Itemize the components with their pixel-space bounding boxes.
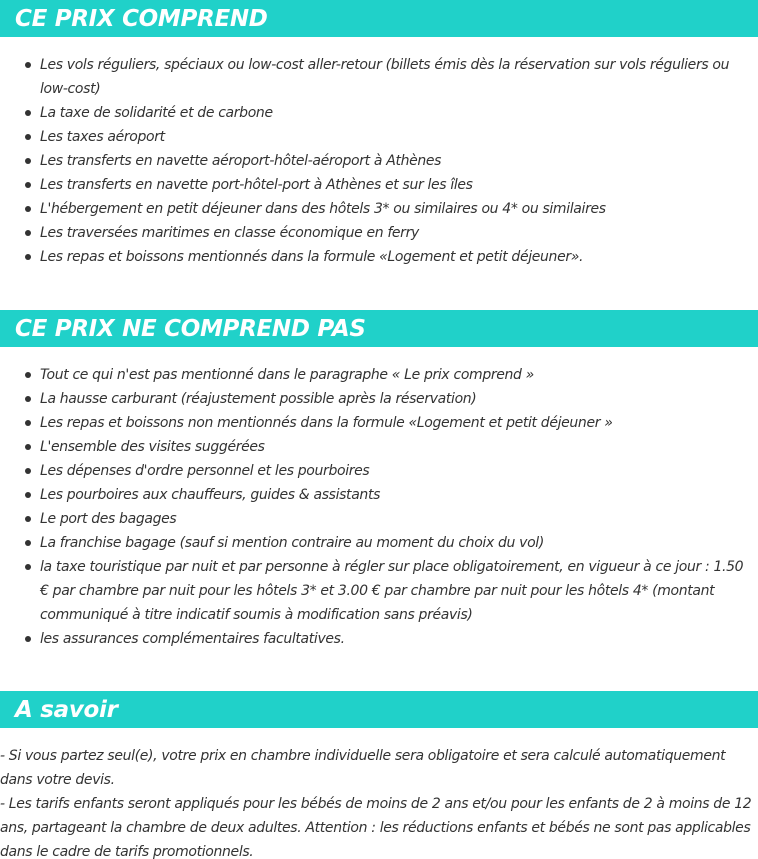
- list-item: La taxe de solidarité et de carbone: [40, 101, 752, 125]
- list-item: La franchise bagage (sauf si mention contraire au moment du choix du vol): [40, 531, 752, 555]
- list-item: Les dépenses d'ordre personnel et les pourboires: [40, 459, 752, 483]
- list-item: les assurances complémentaires facultatives.: [40, 627, 752, 651]
- list-item: Le port des bagages: [40, 507, 752, 531]
- section-title-a-savoir: A savoir: [0, 691, 758, 728]
- notes-block: [0, 744, 758, 859]
- list-item: la taxe touristique par nuit et par personne à régler sur place obligatoirement, en vigueur à ce jour : 1.50 € par chambre par nuit pour les hôtels 3* et 3.00 € par chambre par nuit pour les hôtels 4* (montant communiqué à titre indicatif soumis à modification sans préavis): [40, 555, 752, 627]
- list-item: Les vols réguliers, spéciaux ou low-cost aller-retour (billets émis dès la réservation sur vols réguliers ou low-cost): [40, 53, 752, 101]
- list-item: Les transferts en navette port-hôtel-port à Athènes et sur les îles: [40, 173, 752, 197]
- list-item: Les repas et boissons non mentionnés dans la formule «Logement et petit déjeuner »: [40, 411, 752, 435]
- list-item: L'hébergement en petit déjeuner dans des hôtels 3* ou similaires ou 4* ou similaires: [40, 197, 752, 221]
- included-list: [0, 53, 758, 269]
- not-included-list: [0, 363, 758, 651]
- list-item: Les repas et boissons mentionnés dans la formule «Logement et petit déjeuner».: [40, 245, 752, 269]
- section-included: [0, 0, 758, 269]
- note-paragraph: - Si vous partez seul(e), votre prix en chambre individuelle sera obligatoire et sera calculé automatiquement dans votre devis.: [0, 748, 726, 788]
- list-item: Les traversées maritimes en classe économique en ferry: [40, 221, 752, 245]
- list-item: Les transferts en navette aéroport-hôtel-aéroport à Athènes: [40, 149, 752, 173]
- list-item: La hausse carburant (réajustement possible après la réservation): [40, 387, 752, 411]
- section-a-savoir: [0, 691, 758, 859]
- list-item: Les pourboires aux chauffeurs, guides & assistants: [40, 483, 752, 507]
- list-item: Les taxes aéroport: [40, 125, 752, 149]
- section-title-not-included: CE PRIX NE COMPREND PAS: [0, 310, 758, 347]
- section-not-included: [0, 310, 758, 651]
- section-title-included: CE PRIX COMPREND: [0, 0, 758, 37]
- list-item: L'ensemble des visites suggérées: [40, 435, 752, 459]
- note-paragraph: - Les tarifs enfants seront appliqués pour les bébés de moins de 2 ans et/ou pour les enfants de 2 à moins de 12 ans, partageant la chambre de deux adultes. Attention : les réductions enfants et bébés ne sont pas applicables dans le cadre de tarifs promotionnels.: [0, 796, 752, 859]
- list-item: Tout ce qui n'est pas mentionné dans le paragraphe « Le prix comprend »: [40, 363, 752, 387]
